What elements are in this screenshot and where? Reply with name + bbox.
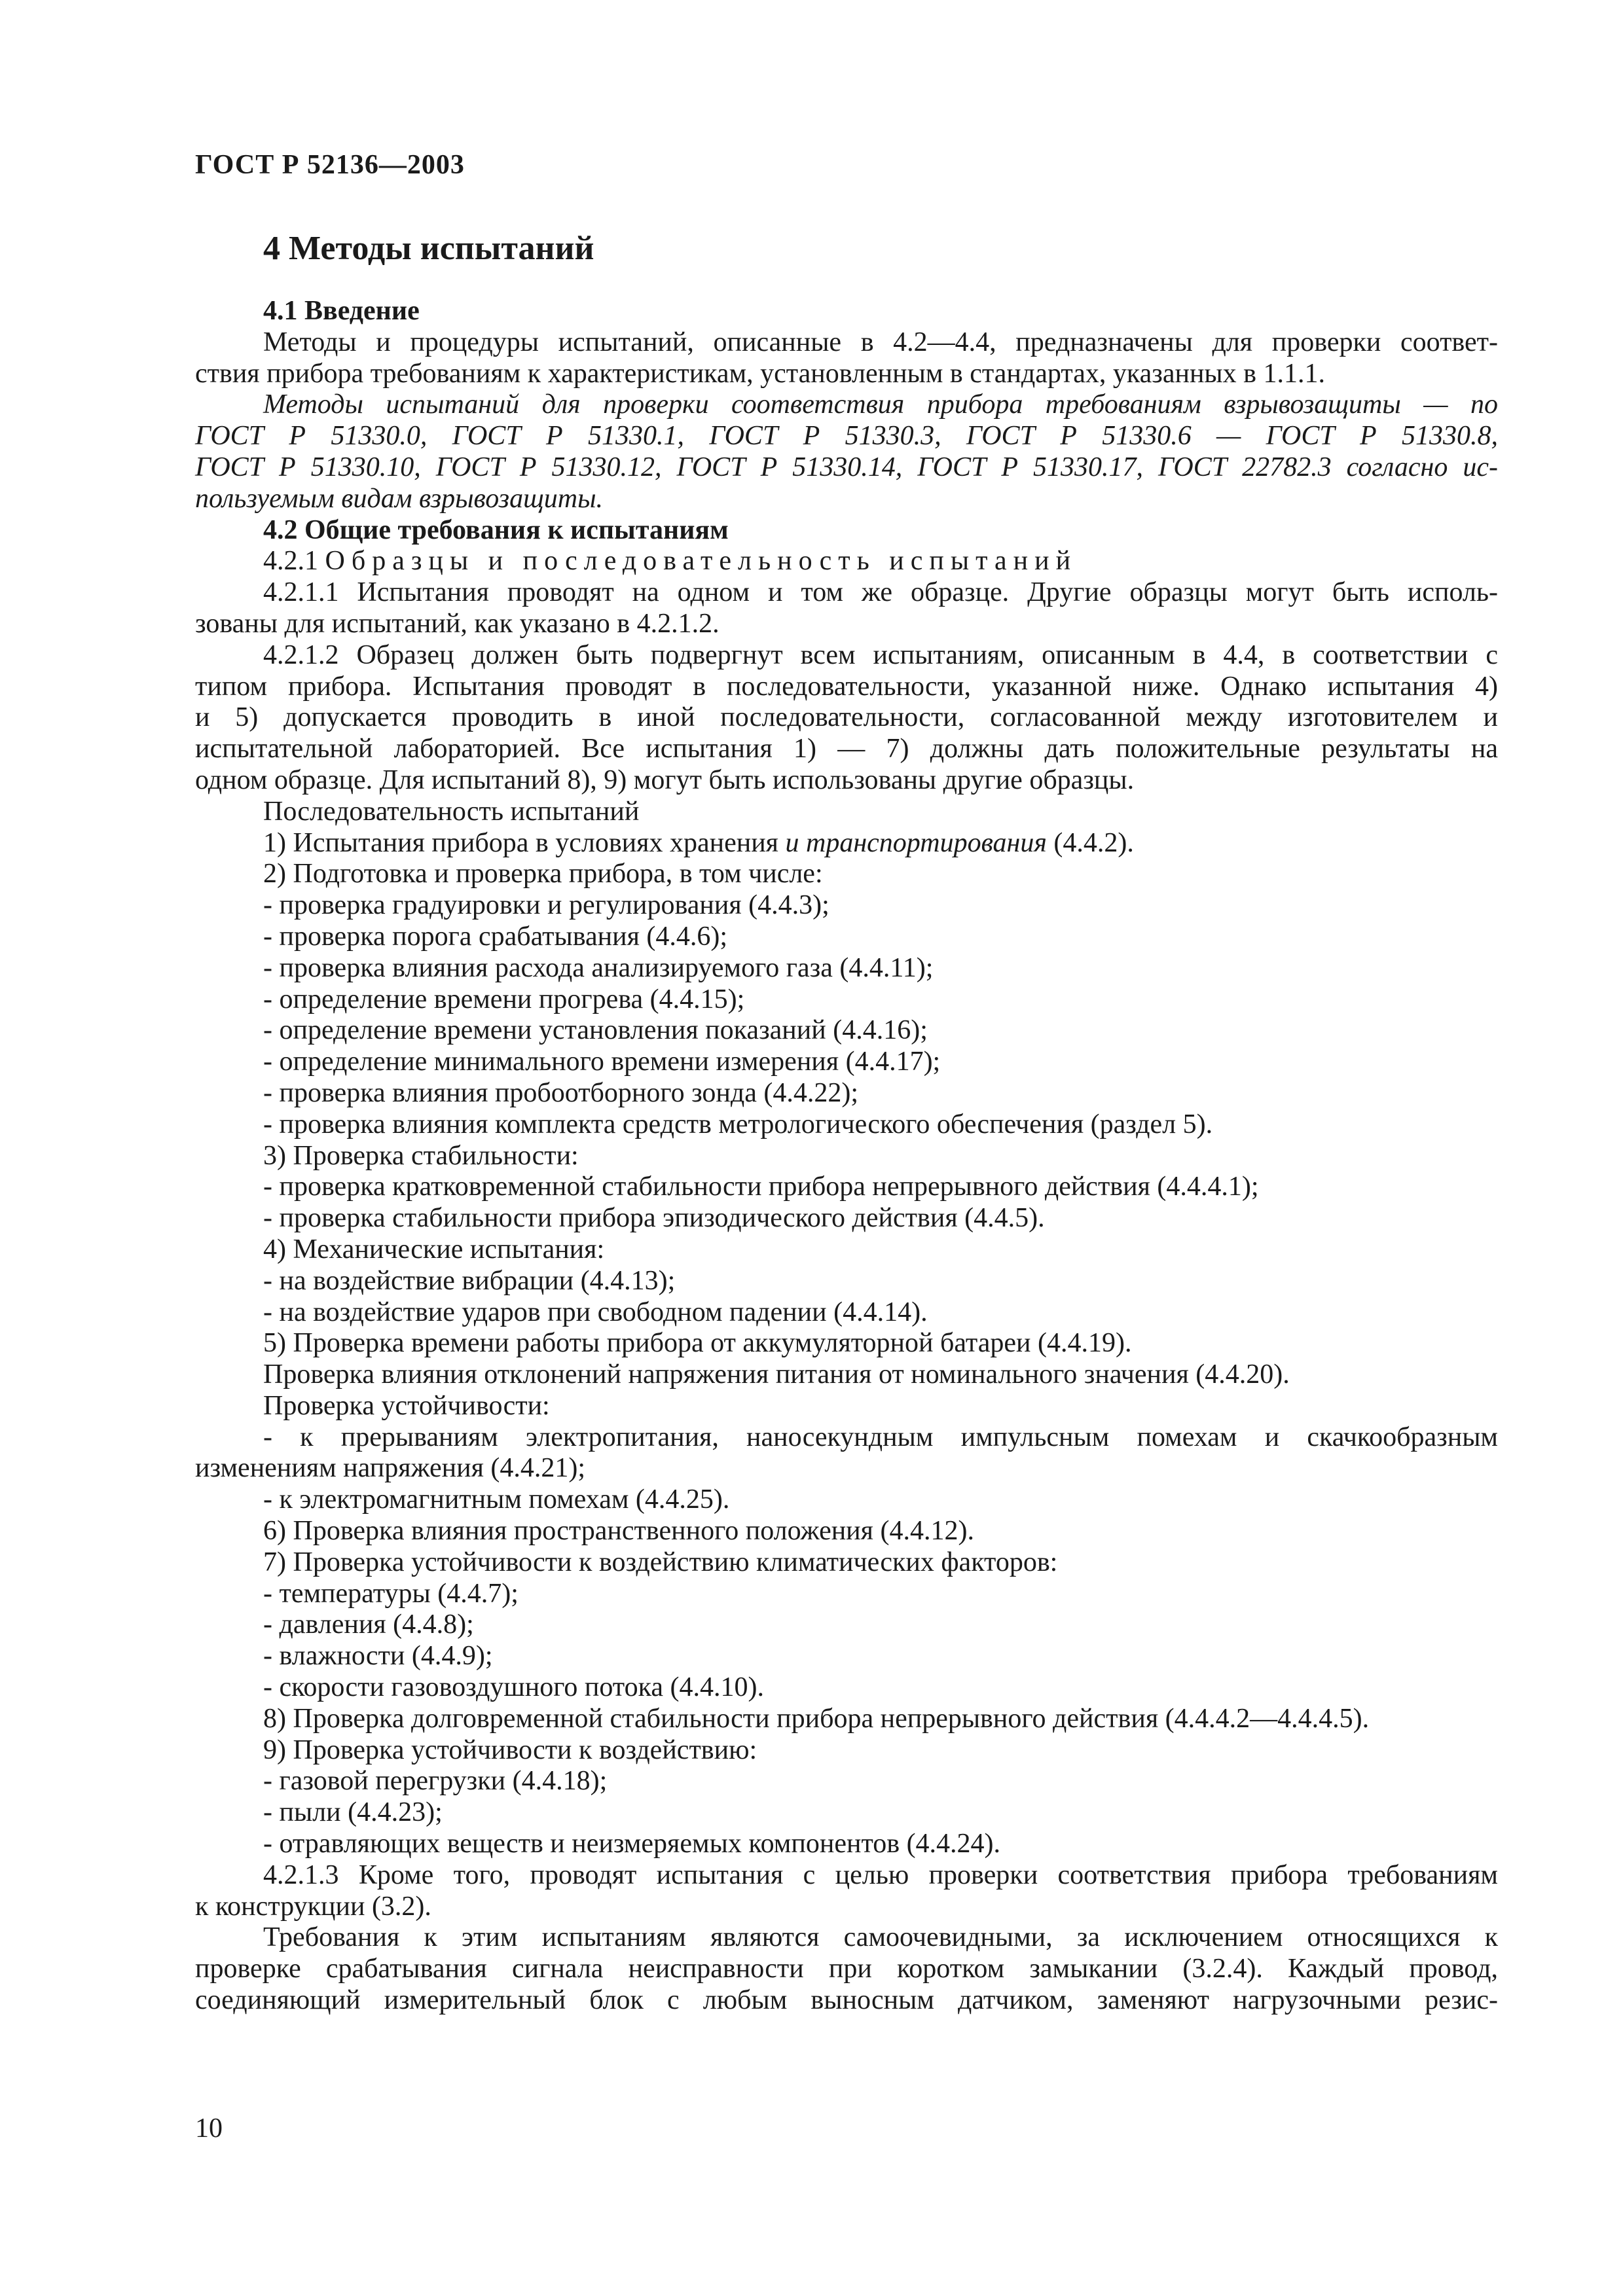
paragraph-line: Методы и процедуры испытаний, описанные в 4.2—4.4, предназначены для проверки соответ- <box>263 327 1498 357</box>
paragraph-line: Требования к этим испытаниям являются самоочевидными, за исключением относящихся к <box>263 1922 1498 1953</box>
clause-number: 4.2.1 <box>263 546 318 577</box>
list-subitem: - на воздействие ударов при свободном падении (4.4.14). <box>263 1297 928 1327</box>
list-item: 5) Проверка времени работы прибора от аккумуляторной батареи (4.4.19). <box>263 1328 1132 1359</box>
list-subitem: - отравляющих веществ и неизмеряемых компонентов (4.4.24). <box>263 1829 1001 1859</box>
paragraph-line: и 5) допускается проводить в иной последовательности, согласованной между изготовителем и <box>195 702 1498 733</box>
page-number: 10 <box>195 2113 223 2144</box>
list-subitem: - проверка влияния расхода анализируемого газа (4.4.11); <box>263 952 934 983</box>
list-subitem: - к прерываниям электропитания, наносекундным импульсным помехам и скачкообразным <box>263 1422 1498 1452</box>
list-subitem: - к электромагнитным помехам (4.4.25). <box>263 1484 730 1515</box>
list-item: 1) Испытания прибора в условиях хранения и транспортирования (4.4.2). <box>263 827 1134 858</box>
document-id: ГОСТ Р 52136—2003 <box>195 150 465 180</box>
paragraph-line: ствия прибора требованиям к характеристикам, установленным в стандартах, указанных в 1.1.1. <box>195 358 1325 389</box>
paragraph-line: одном образце. Для испытаний 8), 9) могут быть использованы другие образцы. <box>195 764 1135 795</box>
list-subitem: - температуры (4.4.7); <box>263 1578 519 1609</box>
list-subitem: - определение времени установления показаний (4.4.16); <box>263 1015 928 1046</box>
list-subitem: - пыли (4.4.23); <box>263 1797 443 1828</box>
list-subitem: - скорости газовоздушного потока (4.4.10). <box>263 1672 764 1703</box>
paragraph-line: зованы для испытаний, как указано в 4.2.1.2. <box>195 608 720 639</box>
clause-title-4-2-1 <box>195 546 1498 577</box>
clause-heading: Образцы и последовательность испытаний <box>325 546 1078 577</box>
list-subitem-continued: изменениям напряжения (4.4.21); <box>195 1453 586 1484</box>
paragraph-line: 4.2.1.2 Образец должен быть подвергнут всем испытаниям, описанным в 4.4, в соответствии с <box>263 639 1498 670</box>
paragraph-line: 4.2.1.1 Испытания проводят на одном и том же образце. Другие образцы могут быть исполь- <box>263 577 1498 608</box>
document-body <box>195 296 1498 2017</box>
list-item: 8) Проверка долговременной стабильности прибора непрерывного действия (4.4.4.2—4.4.4.5). <box>263 1703 1370 1734</box>
list-subitem: - проверка влияния пробоотборного зонда (4.4.22); <box>263 1077 859 1108</box>
paragraph-line: испытательной лабораторией. Все испытания 1) — 7) должны дать положительные результаты на <box>195 734 1498 764</box>
list-item: 9) Проверка устойчивости к воздействию: <box>263 1734 757 1765</box>
list-subitem: - влажности (4.4.9); <box>263 1641 493 1672</box>
list-subitem: Проверка устойчивости: <box>263 1390 550 1421</box>
section-title: 4 Методы испытаний <box>263 230 594 267</box>
paragraph-line: Методы испытаний для проверки соответствия прибора требованиям взрывозащиты — по <box>263 389 1498 420</box>
list-subitem: - проверка порога срабатывания (4.4.6); <box>263 921 728 952</box>
paragraph-line: 4.2.1.3 Кроме того, проводят испытания с целью проверки соответствия прибора требованиям <box>263 1859 1498 1890</box>
list-subitem: - газовой перегрузки (4.4.18); <box>263 1766 608 1797</box>
list-subitem: - определение времени прогрева (4.4.15); <box>263 984 745 1014</box>
list-item: 6) Проверка влияния пространственного положения (4.4.12). <box>263 1516 974 1547</box>
list-item: 7) Проверка устойчивости к воздействию климатических факторов: <box>263 1547 1058 1577</box>
list-subitem: - проверка градуировки и регулирования (4.4.3); <box>263 890 830 921</box>
paragraph-line: к конструкции (3.2). <box>195 1891 431 1922</box>
list-subitem: - давления (4.4.8); <box>263 1609 474 1640</box>
subsection-title-4-2: 4.2 Общие требования к испытаниям <box>263 514 729 545</box>
list-subitem: Проверка влияния отклонений напряжения питания от номинального значения (4.4.20). <box>263 1359 1290 1390</box>
paragraph-line: типом прибора. Испытания проводят в последовательности, указанной ниже. Однако испытания 4) <box>195 671 1498 702</box>
list-subitem: - проверка кратковременной стабильности прибора непрерывного действия (4.4.4.1); <box>263 1172 1259 1202</box>
paragraph-line: ГОСТ Р 51330.0, ГОСТ Р 51330.1, ГОСТ Р 51330.3, ГОСТ Р 51330.6 — ГОСТ Р 51330.8, <box>195 421 1498 452</box>
list-subitem: - определение минимального времени измерения (4.4.17); <box>263 1047 941 1077</box>
list-subitem: - проверка влияния комплекта средств метрологического обеспечения (раздел 5). <box>263 1109 1213 1139</box>
paragraph-line: пользуемым видам взрывозащиты. <box>195 483 604 514</box>
subsection-title-4-1: 4.1 Введение <box>263 296 420 326</box>
list-subitem: - на воздействие вибрации (4.4.13); <box>263 1265 676 1296</box>
list-subitem: - проверка стабильности прибора эпизодического действия (4.4.5). <box>263 1203 1045 1234</box>
list-item: 4) Механические испытания: <box>263 1234 605 1265</box>
sequence-title: Последовательность испытаний <box>263 796 640 827</box>
list-item: 2) Подготовка и проверка прибора, в том числе: <box>263 859 823 889</box>
list-item: 3) Проверка стабильности: <box>263 1140 579 1171</box>
paragraph-line: ГОСТ Р 51330.10, ГОСТ Р 51330.12, ГОСТ Р 51330.14, ГОСТ Р 51330.17, ГОСТ 22782.3 согласно ис- <box>195 452 1498 482</box>
paragraph-line: проверке срабатывания сигнала неисправности при коротком замыкании (3.2.4). Каждый провод, <box>195 1954 1498 1984</box>
paragraph-line: соединяющий измерительный блок с любым выносным датчиком, заменяют нагрузочными резис- <box>195 1985 1498 2016</box>
